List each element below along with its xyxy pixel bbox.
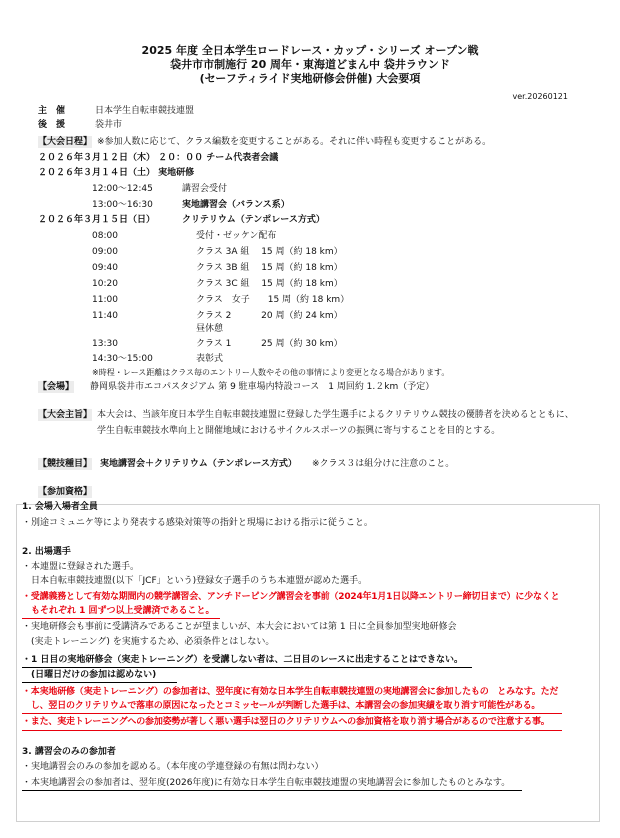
qualification-section1-line: ・別途コミュニケ等により発表する感染対策等の指針と現場における指示に従うこと。 <box>22 518 373 528</box>
red-underline <box>22 713 562 714</box>
page-title-line3: (セーフティライド実地研修会併催) 大会要項 <box>199 72 421 85</box>
day3-event: 受付・ゼッケン配布 <box>196 231 277 241</box>
purpose-label: 【大会主旨】 <box>38 410 93 420</box>
events-label: 【競技種目】 <box>38 459 93 469</box>
day3-event: クラス 2 20 周（約 24 km） <box>196 311 343 321</box>
day3-event: クラス 女子 15 周（約 18 km） <box>196 295 350 305</box>
support-value: 袋井市 <box>95 120 123 130</box>
venue-label: 【会場】 <box>38 382 75 392</box>
venue-value: 静岡県袋井市エコパスタジアム 第 9 駐車場内特設コース 1 周回約 1.２km（予定） <box>90 382 435 392</box>
day3-event: クラス 3C 組 15 周（約 18 km） <box>196 279 343 289</box>
page-title-line1: 2025 年度 全日本学生ロードレース・カップ・シリーズ オープン戦 <box>141 44 479 57</box>
day3-header-event: クリテリウム（テンポレース方式） <box>182 215 325 225</box>
qualification-label: 【参加資格】 <box>38 487 93 497</box>
day3-event: 昼休憩 <box>196 324 224 334</box>
schedule-footnote: ※時程・レース距離はクラス毎のエントリー人数やその他の事情により変更となる場合があります。 <box>92 368 450 377</box>
day3-event: 表彰式 <box>196 354 224 364</box>
qualification-red-note: ・また、実走トレーニングへの参加姿勢が著しく悪い選手は翌日のクリテリウムへの参加資格を取り消す場合があるので注意する事。 <box>22 717 550 727</box>
day2-time: 12:00～12:45 <box>92 184 153 194</box>
day2-time: 13:00～16:30 <box>92 200 153 210</box>
day3-time: 11:40 <box>92 311 118 321</box>
organizer-label: 主 催 <box>38 106 66 116</box>
day2-event: 実地講習会（バランス系） <box>182 200 290 210</box>
qualification-bold-note: (日曜日だけの参加は認めない) <box>22 670 157 680</box>
events-note: ※クラス３は組分けに注意のこと。 <box>312 459 455 469</box>
red-underline <box>22 730 562 731</box>
schedule-label: 【大会日程】 <box>38 137 93 147</box>
purpose-line2: 学生自転車競技水準向上と開催地域におけるサイクルスポーツの振興に寄与することを目的とする。 <box>97 426 501 436</box>
qualification-section2-line: 日本自転車競技連盟(以下「JCF」という)登録女子選手のうち本連盟が認めた選手。 <box>22 576 368 586</box>
events-value: 実地講習会＋クリテリウム（テンポレース方式） <box>100 459 297 469</box>
day3-time: 10:20 <box>92 279 118 289</box>
day3-time: 13:30 <box>92 339 118 349</box>
day2-header: ２０２６年３月１４日（土） 実地研修 <box>38 168 195 178</box>
qualification-section2-line: (実走トレーニング) を実施するため、必須条件とはしない。 <box>22 637 275 647</box>
day1-header: ２０２６年３月１２日（木） ２０：００ チーム代表者会議 <box>38 153 279 163</box>
day3-event: クラス 1 25 周（約 30 km） <box>196 339 343 349</box>
day3-time: 14:30～15:00 <box>92 354 153 364</box>
schedule-note: ※参加人数に応じて、クラス編数を変更することがある。それに伴い時程も変更することがある。 <box>97 137 492 147</box>
underline <box>22 667 472 668</box>
purpose-line1: 本大会は、当該年度日本学生自転車競技連盟に登録した学生選手によるクリテリウム競技の優勝者を決めるとともに、 <box>97 410 574 420</box>
day3-time: 11:00 <box>92 295 118 305</box>
qualification-section2-line: ・本連盟に登録された選手。 <box>22 562 140 572</box>
qualification-bold-note: ・1 日目の実地研修会（実走トレーニング）を受講しない者は、二日目のレースに出走することはできない。 <box>22 655 464 665</box>
qualification-section2-title: 2. 出場選手 <box>22 547 71 557</box>
day3-time: 09:00 <box>92 247 118 257</box>
day3-header: ２０２６年３月１５日（日） <box>38 215 156 225</box>
underline <box>22 790 522 791</box>
version-label: ver.20260121 <box>512 92 568 101</box>
support-label: 後 援 <box>38 120 66 130</box>
qualification-red-note: し、翌日のクリテリウムで落車の原因になったとコミッセールが判断した選手は、本講習会の参加実績を取り消す可能性がある。 <box>22 701 541 711</box>
qualification-red-note: ・本実地研修（実走トレーニング）の参加者は、翌年度に有効な日本学生自転車競技連盟の実地講習会に参加したもの とみなす。ただ <box>22 687 559 697</box>
qualification-section3-line: ・実地講習会のみの参加を認める。（本年度の学連登録の有無は問わない） <box>22 762 324 772</box>
day3-event: クラス 3B 組 15 周（約 18 km） <box>196 263 343 273</box>
qualification-red-note: もそれぞれ 1 回ずつ以上受講済であること。 <box>22 606 215 616</box>
qualification-section3-line: ・本実地講習会の参加者は、翌年度(2026年度)に有効な日本学生自転車競技連盟の実地講習会に参加したものとみなす。 <box>22 778 511 788</box>
organizer-value: 日本学生自転車競技連盟 <box>95 106 195 116</box>
qualification-section1-title: 1. 会場入場者全員 <box>22 502 98 512</box>
day3-time: 08:00 <box>92 231 118 241</box>
qualification-red-note: ・受講義務として有効な期間内の競学講習会、アンチドーピング講習会を事前（2024年1月1日以降エントリー締切日まで）に少なくと <box>22 592 560 602</box>
day3-event: クラス 3A 組 15 周（約 18 km） <box>196 247 343 257</box>
qualification-section2-line: ・実地研修会も事前に受講済みであることが望ましいが、本大会においては第 1 日に全員参加型実地研修会 <box>22 622 457 632</box>
day2-event: 講習会受付 <box>182 184 228 194</box>
page-title-line2: 袋井市市制施行 20 周年・東海道どまん中 袋井ラウンド <box>170 58 450 71</box>
underline <box>22 682 177 683</box>
red-underline <box>22 618 220 619</box>
day3-time: 09:40 <box>92 263 118 273</box>
qualification-section3-title: 3. 講習会のみの参加者 <box>22 747 116 757</box>
